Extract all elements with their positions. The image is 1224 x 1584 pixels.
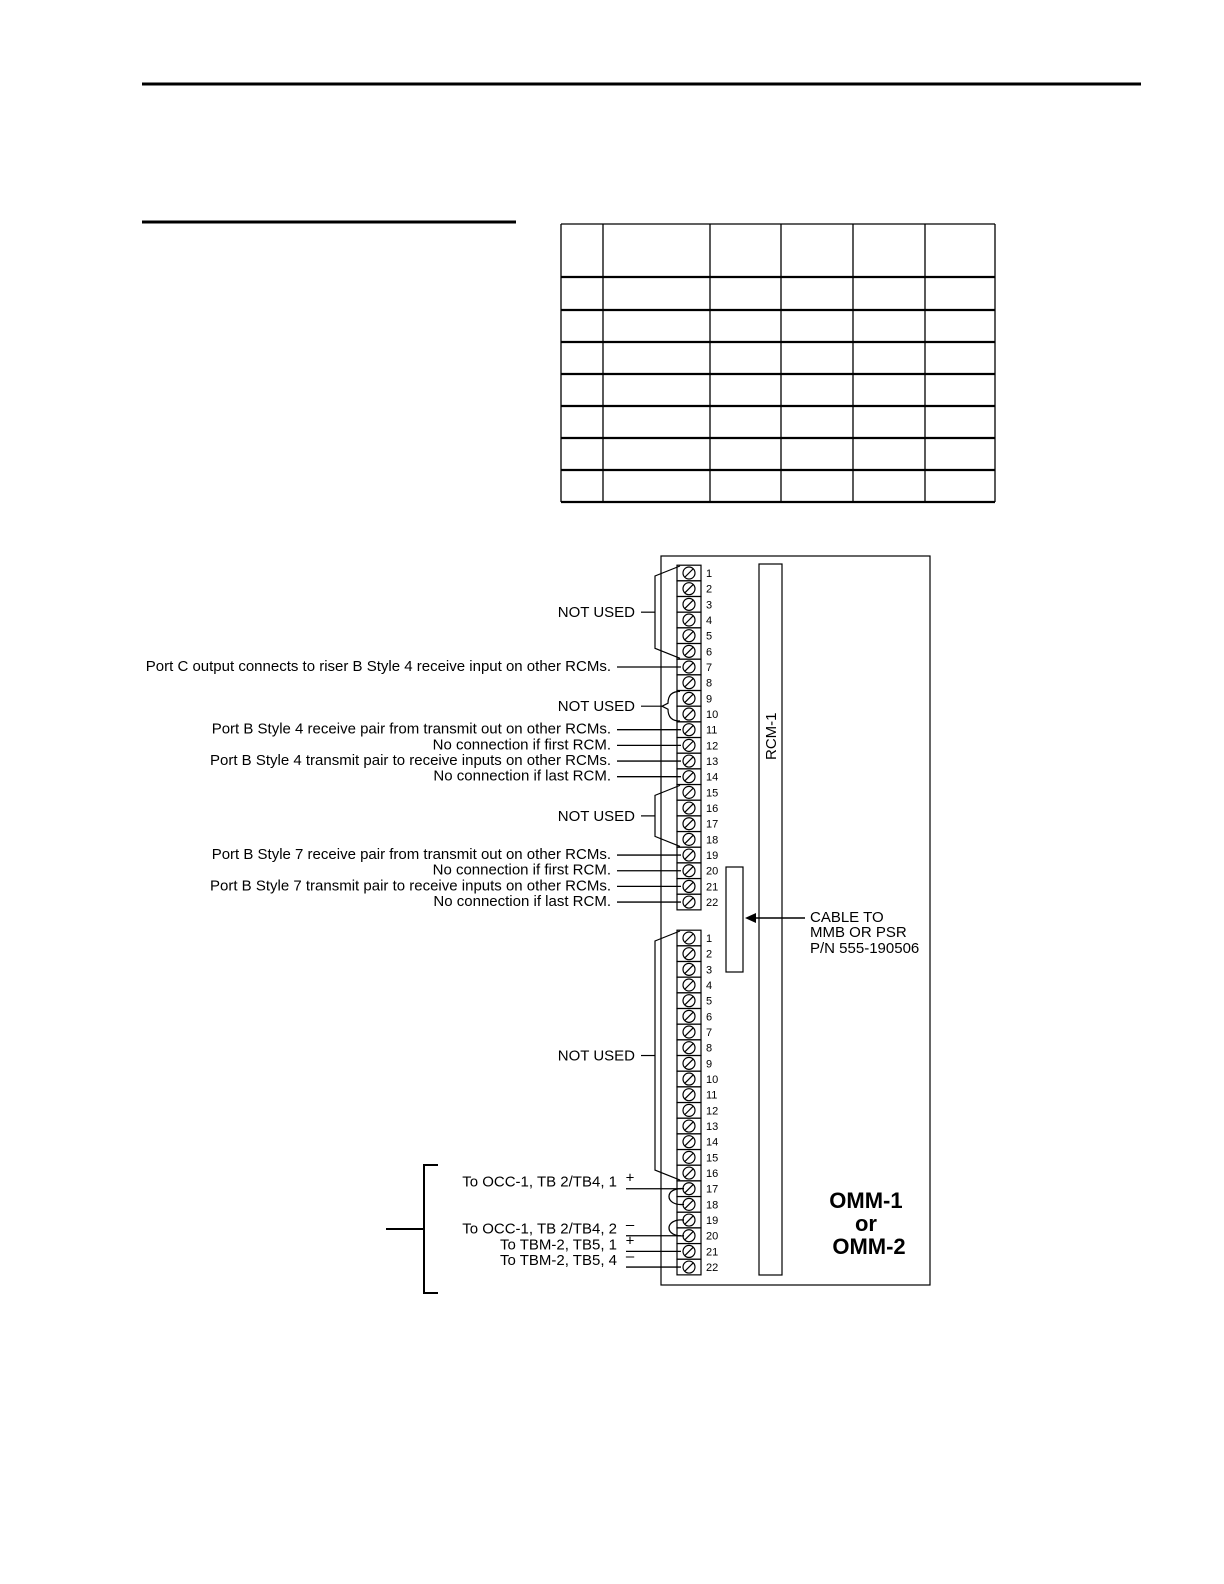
terminal-number: 4: [706, 980, 713, 993]
terminal-number: 2: [706, 583, 713, 596]
terminal-number: 6: [706, 646, 713, 659]
terminal-number: 11: [706, 724, 718, 737]
annotation-text: Port C output connects to riser B Style 4 receive input on other RCMs.: [145, 658, 611, 676]
wire-annotation: [462, 1170, 681, 1191]
terminal-number: 8: [706, 677, 713, 690]
terminal-number: 17: [706, 1183, 719, 1196]
terminal-number: 7: [706, 662, 713, 675]
terminal-number: 4: [706, 615, 713, 628]
not-used-group: [558, 931, 680, 1180]
terminal-number: 3: [706, 599, 713, 612]
polarity-sign: +: [625, 1232, 635, 1250]
not-used-group: [558, 691, 680, 721]
not-used-group: [558, 785, 680, 846]
terminal-number: 13: [706, 1121, 719, 1134]
terminal-number: 19: [706, 850, 719, 863]
wire-annotation: [210, 877, 681, 894]
terminal-number: 20: [706, 1230, 719, 1243]
not-used-label: NOT USED: [557, 604, 635, 622]
wire-annotation: [212, 721, 681, 738]
terminal-number: 12: [706, 740, 719, 753]
terminal-number: 12: [706, 1105, 719, 1118]
annotation-text: No connection if first RCM.: [432, 736, 611, 754]
board-title: OMM-1 or OMM-2: [829, 1188, 906, 1259]
terminal-number: 14: [706, 1136, 719, 1149]
group-bracket: [386, 1165, 438, 1293]
terminal-block-2: [677, 930, 718, 1275]
wire-annotation: [433, 893, 681, 910]
annotation-text: Port B Style 7 transmit pair to receive inputs on other RCMs.: [210, 877, 611, 895]
terminal-number: 22: [706, 897, 719, 910]
terminal-number: 13: [706, 756, 719, 769]
polarity-sign: +: [625, 1169, 635, 1187]
annotation-text: To OCC-1, TB 2/TB4, 1: [462, 1173, 617, 1191]
wire-annotation: [433, 768, 681, 785]
not-used-group: [558, 566, 680, 658]
annotation-text: To OCC-1, TB 2/TB4, 2: [462, 1220, 617, 1238]
terminal-number: 16: [706, 803, 719, 816]
terminal-number: 8: [706, 1042, 713, 1055]
terminal-number: 15: [706, 787, 719, 800]
terminal-number: 14: [706, 771, 719, 784]
wire-annotation: [210, 752, 681, 769]
cable-label: CABLE TO MMB OR PSR P/N 555-190506: [810, 909, 920, 957]
terminal-number: 1: [706, 568, 713, 580]
terminal-number: 1: [706, 933, 713, 945]
arrow-head-icon: [745, 913, 756, 923]
not-used-label: NOT USED: [557, 1047, 635, 1065]
terminal-number: 3: [706, 964, 713, 977]
terminal-block-1: [677, 565, 718, 910]
terminal-number: 6: [706, 1011, 713, 1024]
terminal-number: 17: [706, 818, 719, 831]
terminal-number: 5: [706, 630, 713, 643]
rcm-module-strip: [759, 564, 782, 1275]
terminal-number: 15: [706, 1152, 719, 1165]
terminal-number: 10: [706, 1074, 719, 1087]
rcm-module-label: RCM-1: [763, 712, 780, 760]
polarity-sign: –: [625, 1216, 635, 1234]
terminal-number: 21: [706, 881, 719, 894]
terminal-number: 11: [706, 1089, 718, 1102]
terminal-number: 7: [706, 1027, 713, 1040]
terminal-number: 9: [706, 1058, 713, 1071]
annotation-text: To TBM-2, TB5, 4: [500, 1252, 617, 1270]
polarity-sign: –: [625, 1248, 635, 1266]
wire-annotation: [212, 846, 681, 863]
wire-annotation: [433, 736, 681, 753]
terminal-number: 18: [706, 834, 719, 847]
not-used-label: NOT USED: [557, 698, 635, 716]
terminal-number: 16: [706, 1168, 719, 1181]
terminal-number: 22: [706, 1262, 719, 1275]
annotation-text: Port B Style 4 transmit pair to receive inputs on other RCMs.: [210, 752, 611, 770]
annotation-text: To TBM-2, TB5, 1: [500, 1236, 617, 1254]
terminal-number: 5: [706, 995, 713, 1008]
terminal-number: 19: [706, 1215, 719, 1228]
wire-annotation: [462, 1217, 681, 1238]
cable-connector: [726, 867, 743, 972]
terminal-number: 10: [706, 709, 719, 722]
terminal-number: 20: [706, 865, 719, 878]
annotation-text: No connection if last RCM.: [433, 893, 611, 911]
terminal-number: 18: [706, 1199, 719, 1212]
empty-table: [561, 224, 995, 502]
annotation-text: No connection if first RCM.: [432, 861, 611, 879]
terminal-number: 2: [706, 948, 713, 961]
wire-annotation: [146, 658, 681, 675]
terminal-number: 9: [706, 693, 713, 706]
not-used-label: NOT USED: [557, 807, 635, 825]
terminal-number: 21: [706, 1246, 719, 1259]
annotation-text: Port B Style 7 receive pair from transmit out on other RCMs.: [211, 846, 611, 864]
annotation-text: Port B Style 4 receive pair from transmit out on other RCMs.: [211, 720, 611, 738]
wire-annotation: [433, 862, 681, 879]
annotation-text: No connection if last RCM.: [433, 767, 611, 785]
